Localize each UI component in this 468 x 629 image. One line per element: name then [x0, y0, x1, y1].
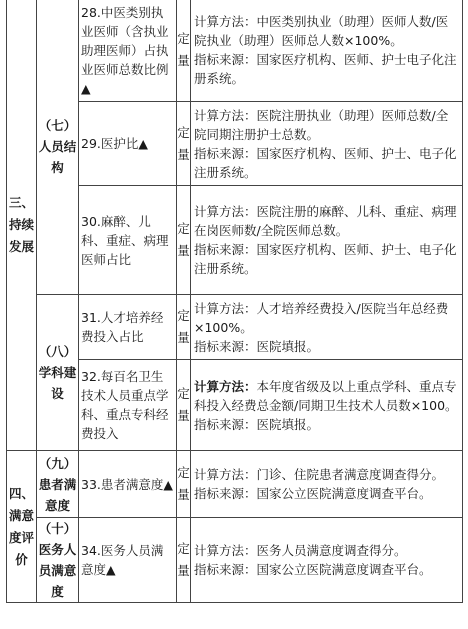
indicator-cell — [79, 102, 177, 186]
indicator-name: 32.每百名卫生技术人员重点学科、重点专科经费投入 — [81, 369, 169, 441]
indicator-type: 定量 — [177, 465, 190, 502]
type-cell — [177, 186, 191, 295]
type-cell — [177, 0, 191, 102]
indicator-cell — [79, 360, 177, 451]
dimension-cell — [7, 451, 37, 603]
type-cell — [177, 518, 191, 603]
calc-method-text: 本年度省级及以上重点学科、重点专科投入经费总金额/同期卫生技术人员数×100。 — [194, 378, 458, 413]
calc-method: 计算方法：中医类别执业（助理）医师人数/医院执业（助理）医师总人数×100%。 — [194, 14, 449, 48]
indicator-type: 定量 — [177, 386, 190, 423]
subcategory-cell — [37, 518, 79, 603]
indicator-name: 30.麻醉、儿科、重症、病理医师占比 — [81, 213, 169, 267]
calc-method: 计算方法：人才培养经费投入/医院当年总经费×100%。 — [194, 300, 449, 335]
indicator-source: 指标来源：医院填报。 — [194, 338, 320, 354]
description-cell — [191, 360, 463, 451]
calc-method: 计算方法：医务人员满意度调查得分。 — [194, 543, 407, 558]
indicator-type: 定量 — [177, 541, 190, 578]
indicator-source: 指标来源：国家医疗机构、医师、护士电子化注册系统。 — [194, 52, 457, 86]
indicator-source: 指标来源：医院填报。 — [194, 416, 320, 432]
dimension-label: 三、持续发展 — [8, 194, 34, 254]
indicator-source: 指标来源：国家医疗机构、医师、护士、电子化注册系统。 — [194, 242, 457, 276]
indicator-name: 34.医务人员满意度▲ — [81, 543, 164, 577]
type-cell — [177, 451, 191, 518]
indicator-source: 指标来源：国家公立医院满意度调查平台。 — [194, 562, 432, 577]
indicator-cell — [79, 518, 177, 603]
description-cell — [191, 0, 463, 102]
subcategory-cell — [37, 295, 79, 451]
indicator-name: 33.患者满意度▲ — [81, 476, 173, 492]
type-cell — [177, 295, 191, 360]
table-row — [7, 295, 463, 360]
dimension-cell — [7, 0, 37, 451]
subcategory-label: （八）学科建设 — [38, 344, 77, 401]
indicator-type: 定量 — [177, 31, 190, 68]
description-cell — [191, 186, 463, 295]
indicator-type: 定量 — [177, 124, 190, 162]
indicator-name: 31.人才培养经费投入占比 — [81, 310, 164, 344]
description-cell — [191, 518, 463, 603]
subcategory-label: （十）医务人员满意度 — [38, 521, 77, 599]
table-row — [7, 451, 463, 518]
type-cell — [177, 360, 191, 451]
indicator-name: 28.中医类别执业医师（含执业助理医师）占执业医师总数比例▲ — [81, 4, 169, 96]
indicator-type: 定量 — [177, 221, 190, 258]
description-cell — [191, 102, 463, 186]
dimension-label: 四、满意度评价 — [8, 485, 34, 567]
calc-method — [194, 377, 460, 415]
subcategory-label: （九）患者满意度 — [38, 455, 77, 513]
calc-method: 计算方法：门诊、住院患者满意度调查得分。 — [194, 467, 445, 482]
calc-method: 计算方法：医院注册的麻醉、儿科、重症、病理在岗医师数/全院医师总数。 — [194, 204, 457, 238]
calc-method-label: 计算方法： — [194, 378, 257, 394]
indicator-source: 指标来源：国家医疗机构、医师、护士、电子化注册系统。 — [194, 145, 457, 180]
indicator-source: 指标来源：国家公立医院满意度调查平台。 — [194, 486, 432, 501]
indicator-cell — [79, 451, 177, 518]
table-row — [7, 518, 463, 603]
type-cell — [177, 102, 191, 186]
indicator-cell — [79, 0, 177, 102]
calc-method: 计算方法：医院注册执业（助理）医师总数/全院同期注册护士总数。 — [194, 107, 449, 142]
description-cell — [191, 451, 463, 518]
indicator-table — [6, 0, 463, 603]
indicator-name: 29.医护比▲ — [81, 136, 148, 151]
indicator-cell — [79, 295, 177, 360]
table-row — [7, 0, 463, 102]
indicator-cell — [79, 186, 177, 295]
indicator-type: 定量 — [177, 308, 190, 345]
subcategory-cell — [37, 451, 79, 518]
subcategory-label: （七）人员结构 — [38, 118, 77, 175]
description-cell — [191, 295, 463, 360]
subcategory-cell — [37, 0, 79, 295]
